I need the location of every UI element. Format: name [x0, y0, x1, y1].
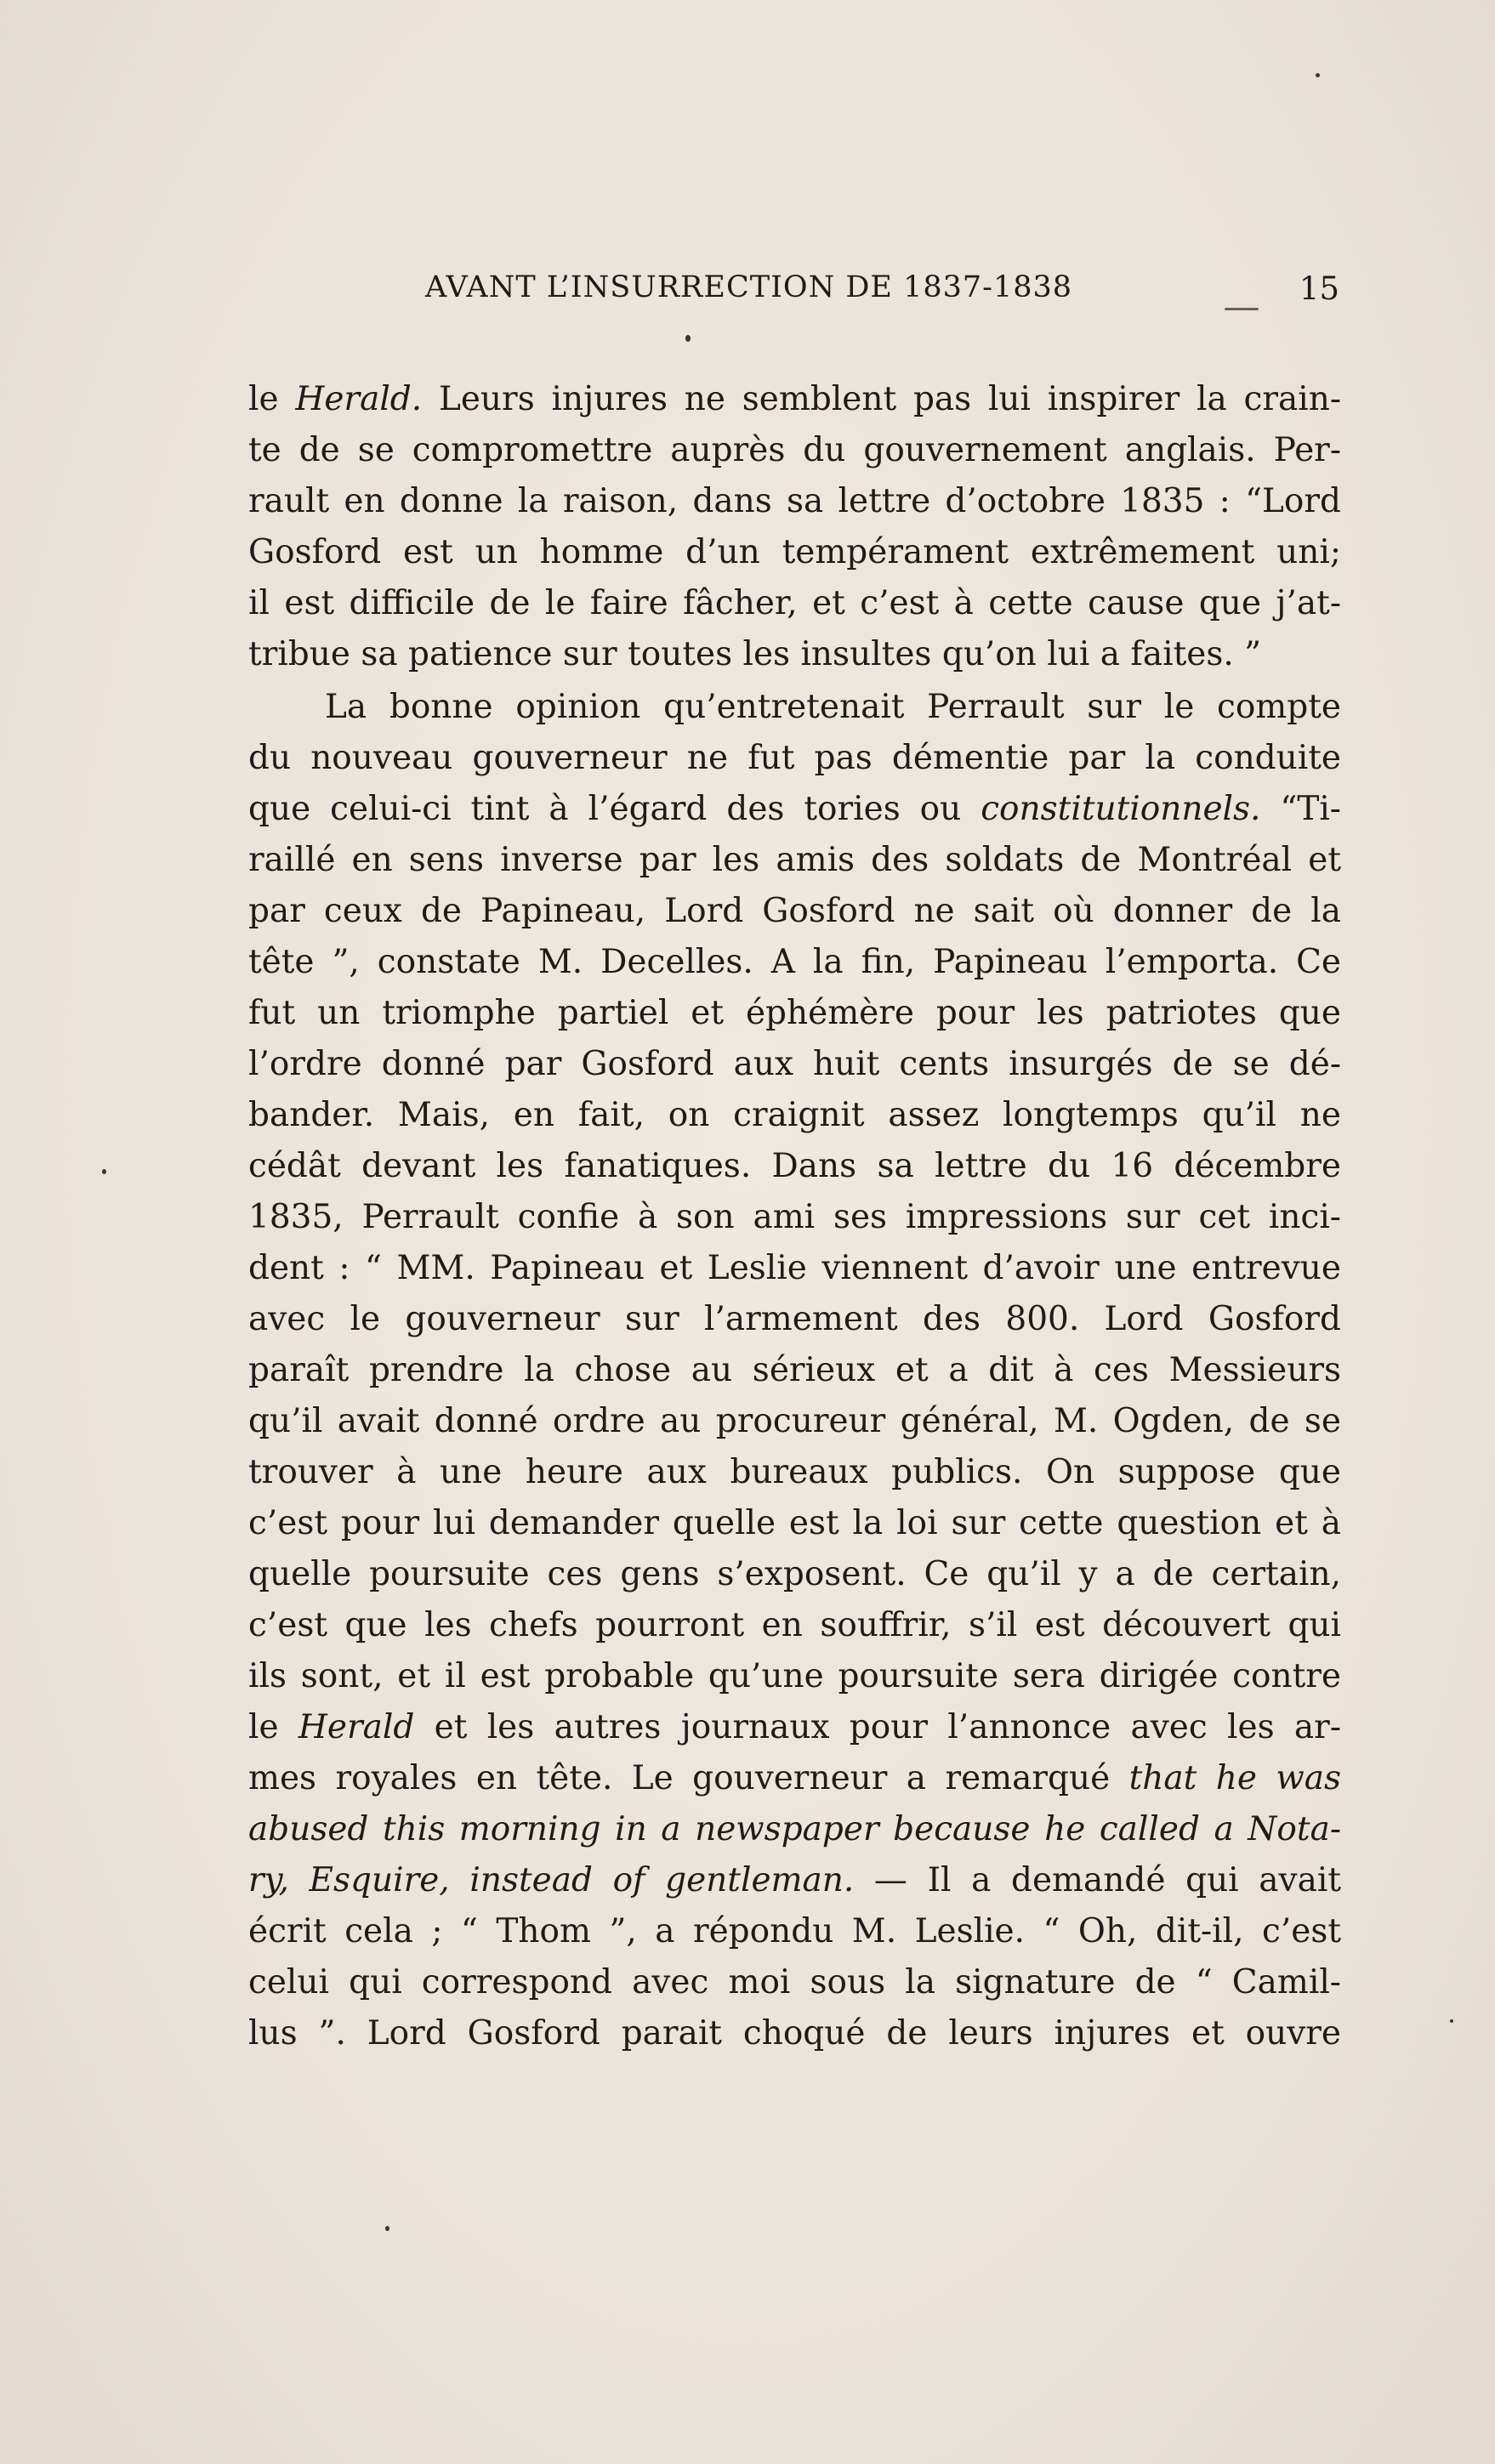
text-line: qu’il avait donné ordre au procureur général, M. Ogden, de se [248, 1402, 1341, 1440]
running-head-title: AVANT L’INSURRECTION DE 1837-1838 [425, 270, 1073, 304]
page-number: 15 [1299, 270, 1339, 307]
body-text [248, 374, 1341, 2059]
text-line: mes royales en tête. Le gouverneur a remarqué that he was [248, 1759, 1341, 1797]
paper-speck [1316, 73, 1320, 77]
text-line: La bonne opinion qu’entretenait Perrault sur le compte [325, 688, 1341, 726]
text-line: cédât devant les fanatiques. Dans sa lettre du 16 décembre [248, 1147, 1341, 1185]
text-line: ry, Esquire, instead of gentleman. — Il a demandé qui avait [248, 1861, 1341, 1899]
paper-speck [1450, 2019, 1453, 2023]
text-line: trouver à une heure aux bureaux publics. On suppose que [248, 1453, 1341, 1491]
text-line: ils sont, et il est probable qu’une poursuite sera dirigée contre [248, 1657, 1341, 1695]
text-line: c’est que les chefs pourront en souffrir, s’il est découvert qui [248, 1606, 1341, 1644]
text-line: Gosford est un homme d’un tempérament extrêmement uni; [248, 533, 1341, 571]
paper-speck [385, 2226, 389, 2231]
paper-speck [1225, 308, 1259, 310]
text-line: tête ”, constate M. Decelles. A la fin, Papineau l’emporta. Ce [248, 943, 1341, 981]
text-line: avec le gouverneur sur l’armement des 800. Lord Gosford [248, 1300, 1341, 1338]
text-line: fut un triomphe partiel et éphémère pour les patriotes que [248, 994, 1341, 1032]
text-line: raillé en sens inverse par les amis des soldats de Montréal et [248, 841, 1341, 879]
text-line: écrit cela ; “ Thom ”, a répondu M. Leslie. “ Oh, dit-il, c’est [248, 1912, 1341, 1950]
text-line: te de se compromettre auprès du gouvernement anglais. Per- [248, 431, 1341, 469]
text-line: tribue sa patience sur toutes les insultes qu’on lui a faites. ” [248, 635, 1262, 673]
running-head [247, 270, 1339, 315]
text-line: celui qui correspond avec moi sous la signature de “ Camil- [248, 1963, 1341, 2001]
text-line: abused this morning in a newspaper because he called a Nota- [248, 1810, 1341, 1848]
paper-speck [102, 1169, 106, 1174]
text-line: c’est pour lui demander quelle est la loi sur cette question et à [248, 1504, 1341, 1542]
text-line: dent : “ MM. Papineau et Leslie viennent d’avoir une entrevue [248, 1249, 1341, 1287]
text-line: il est difficile de le faire fâcher, et c’est à cette cause que j’at- [248, 584, 1341, 622]
text-line: bander. Mais, en fait, on craignit assez longtemps qu’il ne [248, 1096, 1341, 1134]
text-line: rault en donne la raison, dans sa lettre d’octobre 1835 : “Lord [248, 482, 1341, 520]
text-line: paraît prendre la chose au sérieux et a dit à ces Messieurs [248, 1351, 1341, 1389]
text-line: du nouveau gouverneur ne fut pas démentie par la conduite [248, 739, 1341, 777]
paper-speck [685, 335, 691, 342]
text-line: le Herald et les autres journaux pour l’annonce avec les ar- [248, 1708, 1341, 1746]
text-line: quelle poursuite ces gens s’exposent. Ce qu’il y a de certain, [248, 1555, 1341, 1593]
text-line: l’ordre donné par Gosford aux huit cents insurgés de se dé- [248, 1045, 1341, 1083]
text-line: lus ”. Lord Gosford parait choqué de leurs injures et ouvre [248, 2014, 1341, 2052]
text-line: 1835, Perrault confie à son ami ses impressions sur cet inci- [248, 1198, 1341, 1236]
text-line: par ceux de Papineau, Lord Gosford ne sait où donner de la [248, 892, 1341, 930]
text-line: le Herald. Leurs injures ne semblent pas lui inspirer la crain- [248, 380, 1341, 418]
text-line: que celui-ci tint à l’égard des tories ou constitutionnels. “Ti- [248, 790, 1341, 828]
